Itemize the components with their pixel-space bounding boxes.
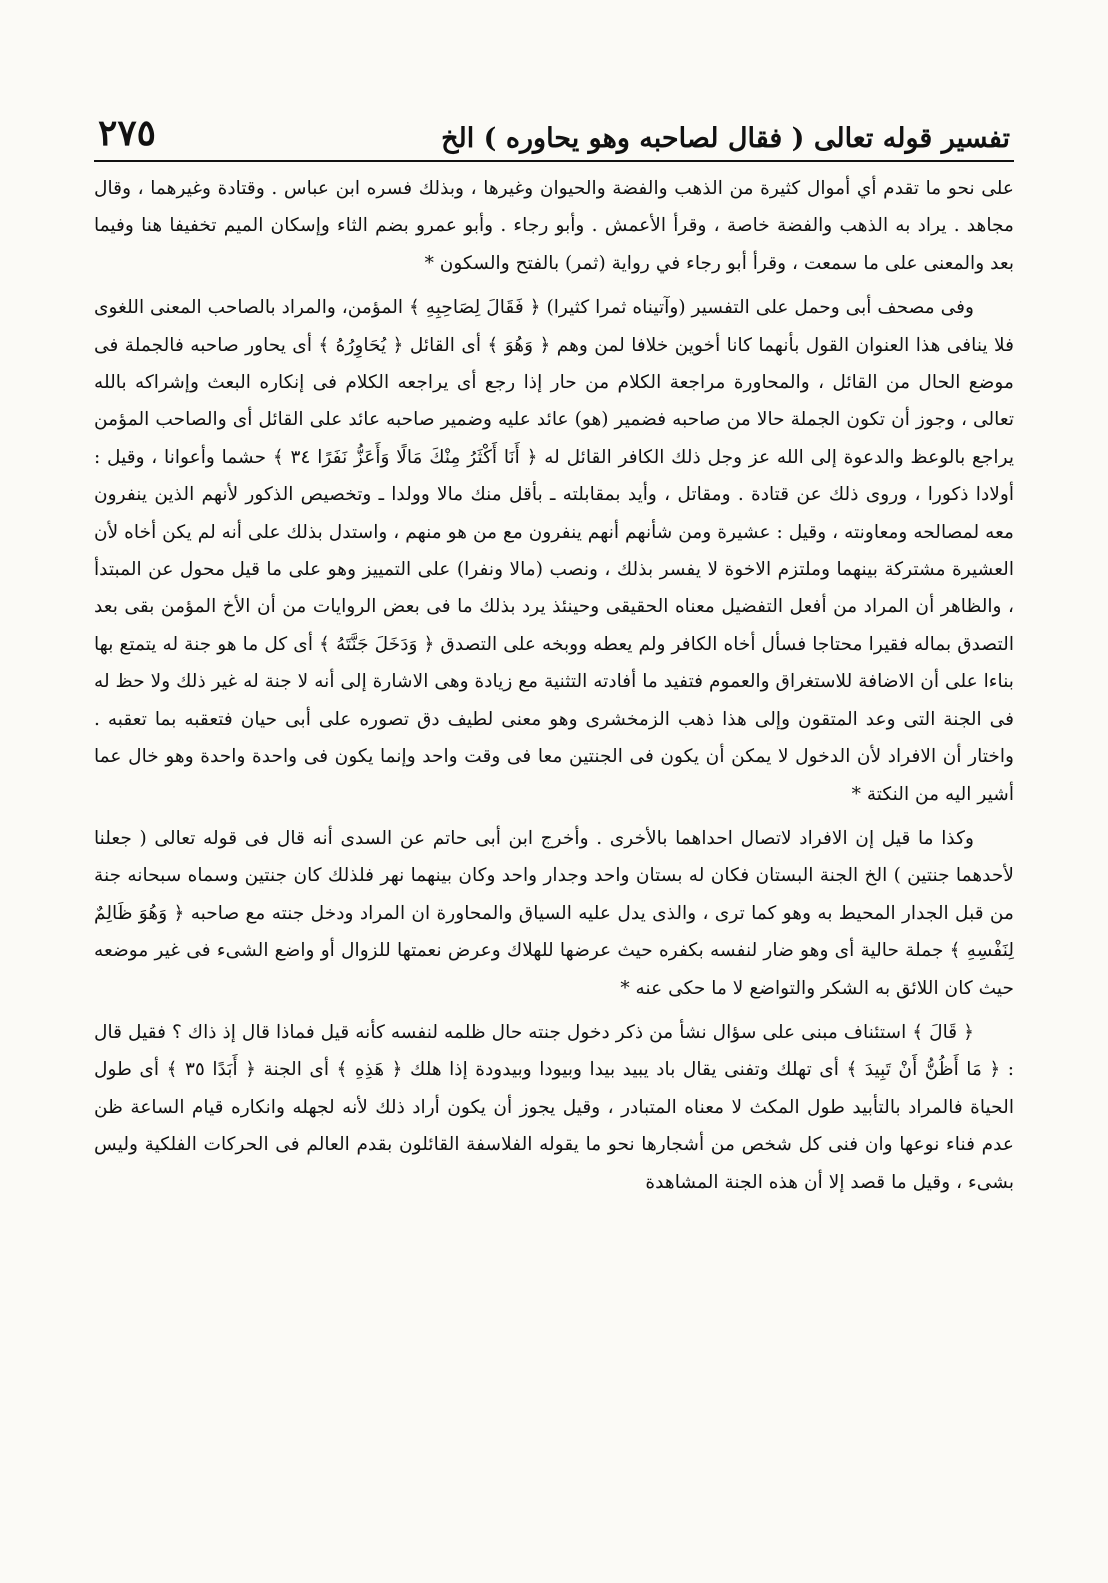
- header-rule: [94, 160, 1014, 162]
- paragraph: وفى مصحف أبى وحمل على التفسير (وآتيناه ثمرا كثيرا) ﴿ فَقَالَ لِصَاحِبِهِ ﴾ المؤمن، والمراد بالصاحب المعنى اللغوى فلا ينافى هذا العنوان القول بأنهما كانا أخوين خلافا لمن وهم ﴿ وَهُوَ ﴾ أى القائل ﴿ يُحَاوِرُهُ ﴾ أى يحاور صاحبه فالجملة فى موضع الحال من القائل ، والمحاورة مراجعة الكلام من حار إذا رجع أى يراجعه الكلام فى إنكاره البعث وإشراكه بالله تعالى ، وجوز أن تكون الجملة حالا من صاحبه فضمير (هو) عائد عليه وضمير صاحبه عائد على القائل أى والصاحب المؤمن يراجع بالوعظ والدعوة إلى الله عز وجل ذلك الكافر القائل له ﴿ أَنَا أَكْثَرُ مِنْكَ مَالًا وَأَعَزُّ نَفَرًا ٣٤ ﴾ حشما وأعوانا ، وقيل : أولادا ذكورا ، وروى ذلك عن قتادة . ومقاتل ، وأيد بمقابلته ـ بأقل منك مالا وولدا ـ وتخصيص الذكور لأنهم الذين ينفرون معه لمصالحه ومعاونته ، وقيل : عشيرة ومن شأنهم أنهم ينفرون مع من هو منهم ، واستدل بذلك على أنه لم يكن أخاه لأن العشيرة مشتركة بينهما وملتزم الاخوة لا يفسر بذلك ، ونصب (مالا ونفرا) على التمييز وهو على ما قيل محول عن المبتدأ ، والظاهر أن المراد من أفعل التفضيل معناه الحقيقى وحينئذ يرد بذلك ما فى بعض الروايات من أن الأخ المؤمن بقى بعد التصدق بماله فقيرا محتاجا فسأل أخاه الكافر ولم يعطه ووبخه على التصدق ﴿ وَدَخَلَ جَنَّتَهُ ﴾ أى كل ما هو جنة له يتمتع بها بناءا على أن الاضافة للاستغراق والعموم فتفيد ما أفادته التثنية مع زيادة وهى الاشارة إلى أنه لا جنة له غير ذلك ولا حظ له فى الجنة التى وعد المتقون وإلى هذا ذهب الزمخشرى وهو معنى لطيف دق تصوره على أبى حيان فتعقبه بما تعقبه . واختار أن الافراد لأن الدخول لا يمكن أن يكون فى الجنتين معا فى وقت واحد وإنما يكون فى واحدة واحدة وهو خال عما أشير اليه من النكتة *: [94, 297, 1015, 805]
- paragraph: على نحو ما تقدم أي أموال كثيرة من الذهب والفضة والحيوان وغيرها ، وبذلك فسره ابن عباس . وقتادة وغيرهما ، وقال مجاهد . يراد به الذهب والفضة خاصة ، وقرأ الأعمش . وأبو رجاء . وأبو عمرو بضم الثاء وإسكان الميم تخفيفا هنا وفيما بعد والمعنى على ما سمعت ، وقرأ أبو رجاء في رواية (ثمر) بالفتح والسكون *: [94, 178, 1014, 274]
- page-number: ٢٧٥: [98, 112, 157, 154]
- paragraph: ﴿ قَالَ ﴾ استئناف مبنى على سؤال نشأ من ذكر دخول جنته حال ظلمه لنفسه كأنه قيل فماذا قال إذ ذاك ؟ فقيل قال : ﴿ مَا أَظُنُّ أَنْ تَبِيدَ ﴾ أى تهلك وتفنى يقال باد يبيد بيدا وبيودا وبيدودة إذا هلك ﴿ هَذِهِ ﴾ أى الجنة ﴿ أَبَدًا ٣٥ ﴾ أى طول الحياة فالمراد بالتأبيد طول المكث لا معناه المتبادر ، وقيل يجوز أن يكون أراد ذلك لأنه لجهله وانكاره قيام الساعة ظن عدم فناء نوعها وان فنى كل شخص من أشجارها نحو ما يقوله الفلاسفة القائلون بقدم العالم فى الحركات الفلكية وليس بشىء ، وقيل ما قصد إلا أن هذه الجنة المشاهدة: [94, 1021, 1015, 1193]
- paragraph: وكذا ما قيل إن الافراد لاتصال احداهما بالأخرى . وأخرج ابن أبى حاتم عن السدى أنه قال فى قوله تعالى ( جعلنا لأحدهما جنتين ) الخ الجنة البستان فكان له بستان واحد وجدار واحد وكان بينهما نهر فلذلك كان جنتين وسماه سبحانه جنة من قبل الجدار المحيط به وهو كما ترى ، والذى يدل عليه السياق والمحاورة ان المراد ودخل جنته مع صاحبه ﴿ وَهُوَ ظَالِمٌ لِنَفْسِهِ ﴾ جملة حالية أى وهو ضار لنفسه بكفره حيث عرضها للهلاك وعرض نعمتها للزوال أو واضع الشىء فى غير موضعه حيث كان اللائق به الشكر والتواضع لا ما حكى عنه *: [94, 827, 1014, 999]
- page-header: [94, 108, 1014, 154]
- body-text: [94, 170, 1014, 1201]
- running-title: تفسير قوله تعالى ( فقال لصاحبه وهو يحاوره ) الخ: [441, 123, 1010, 154]
